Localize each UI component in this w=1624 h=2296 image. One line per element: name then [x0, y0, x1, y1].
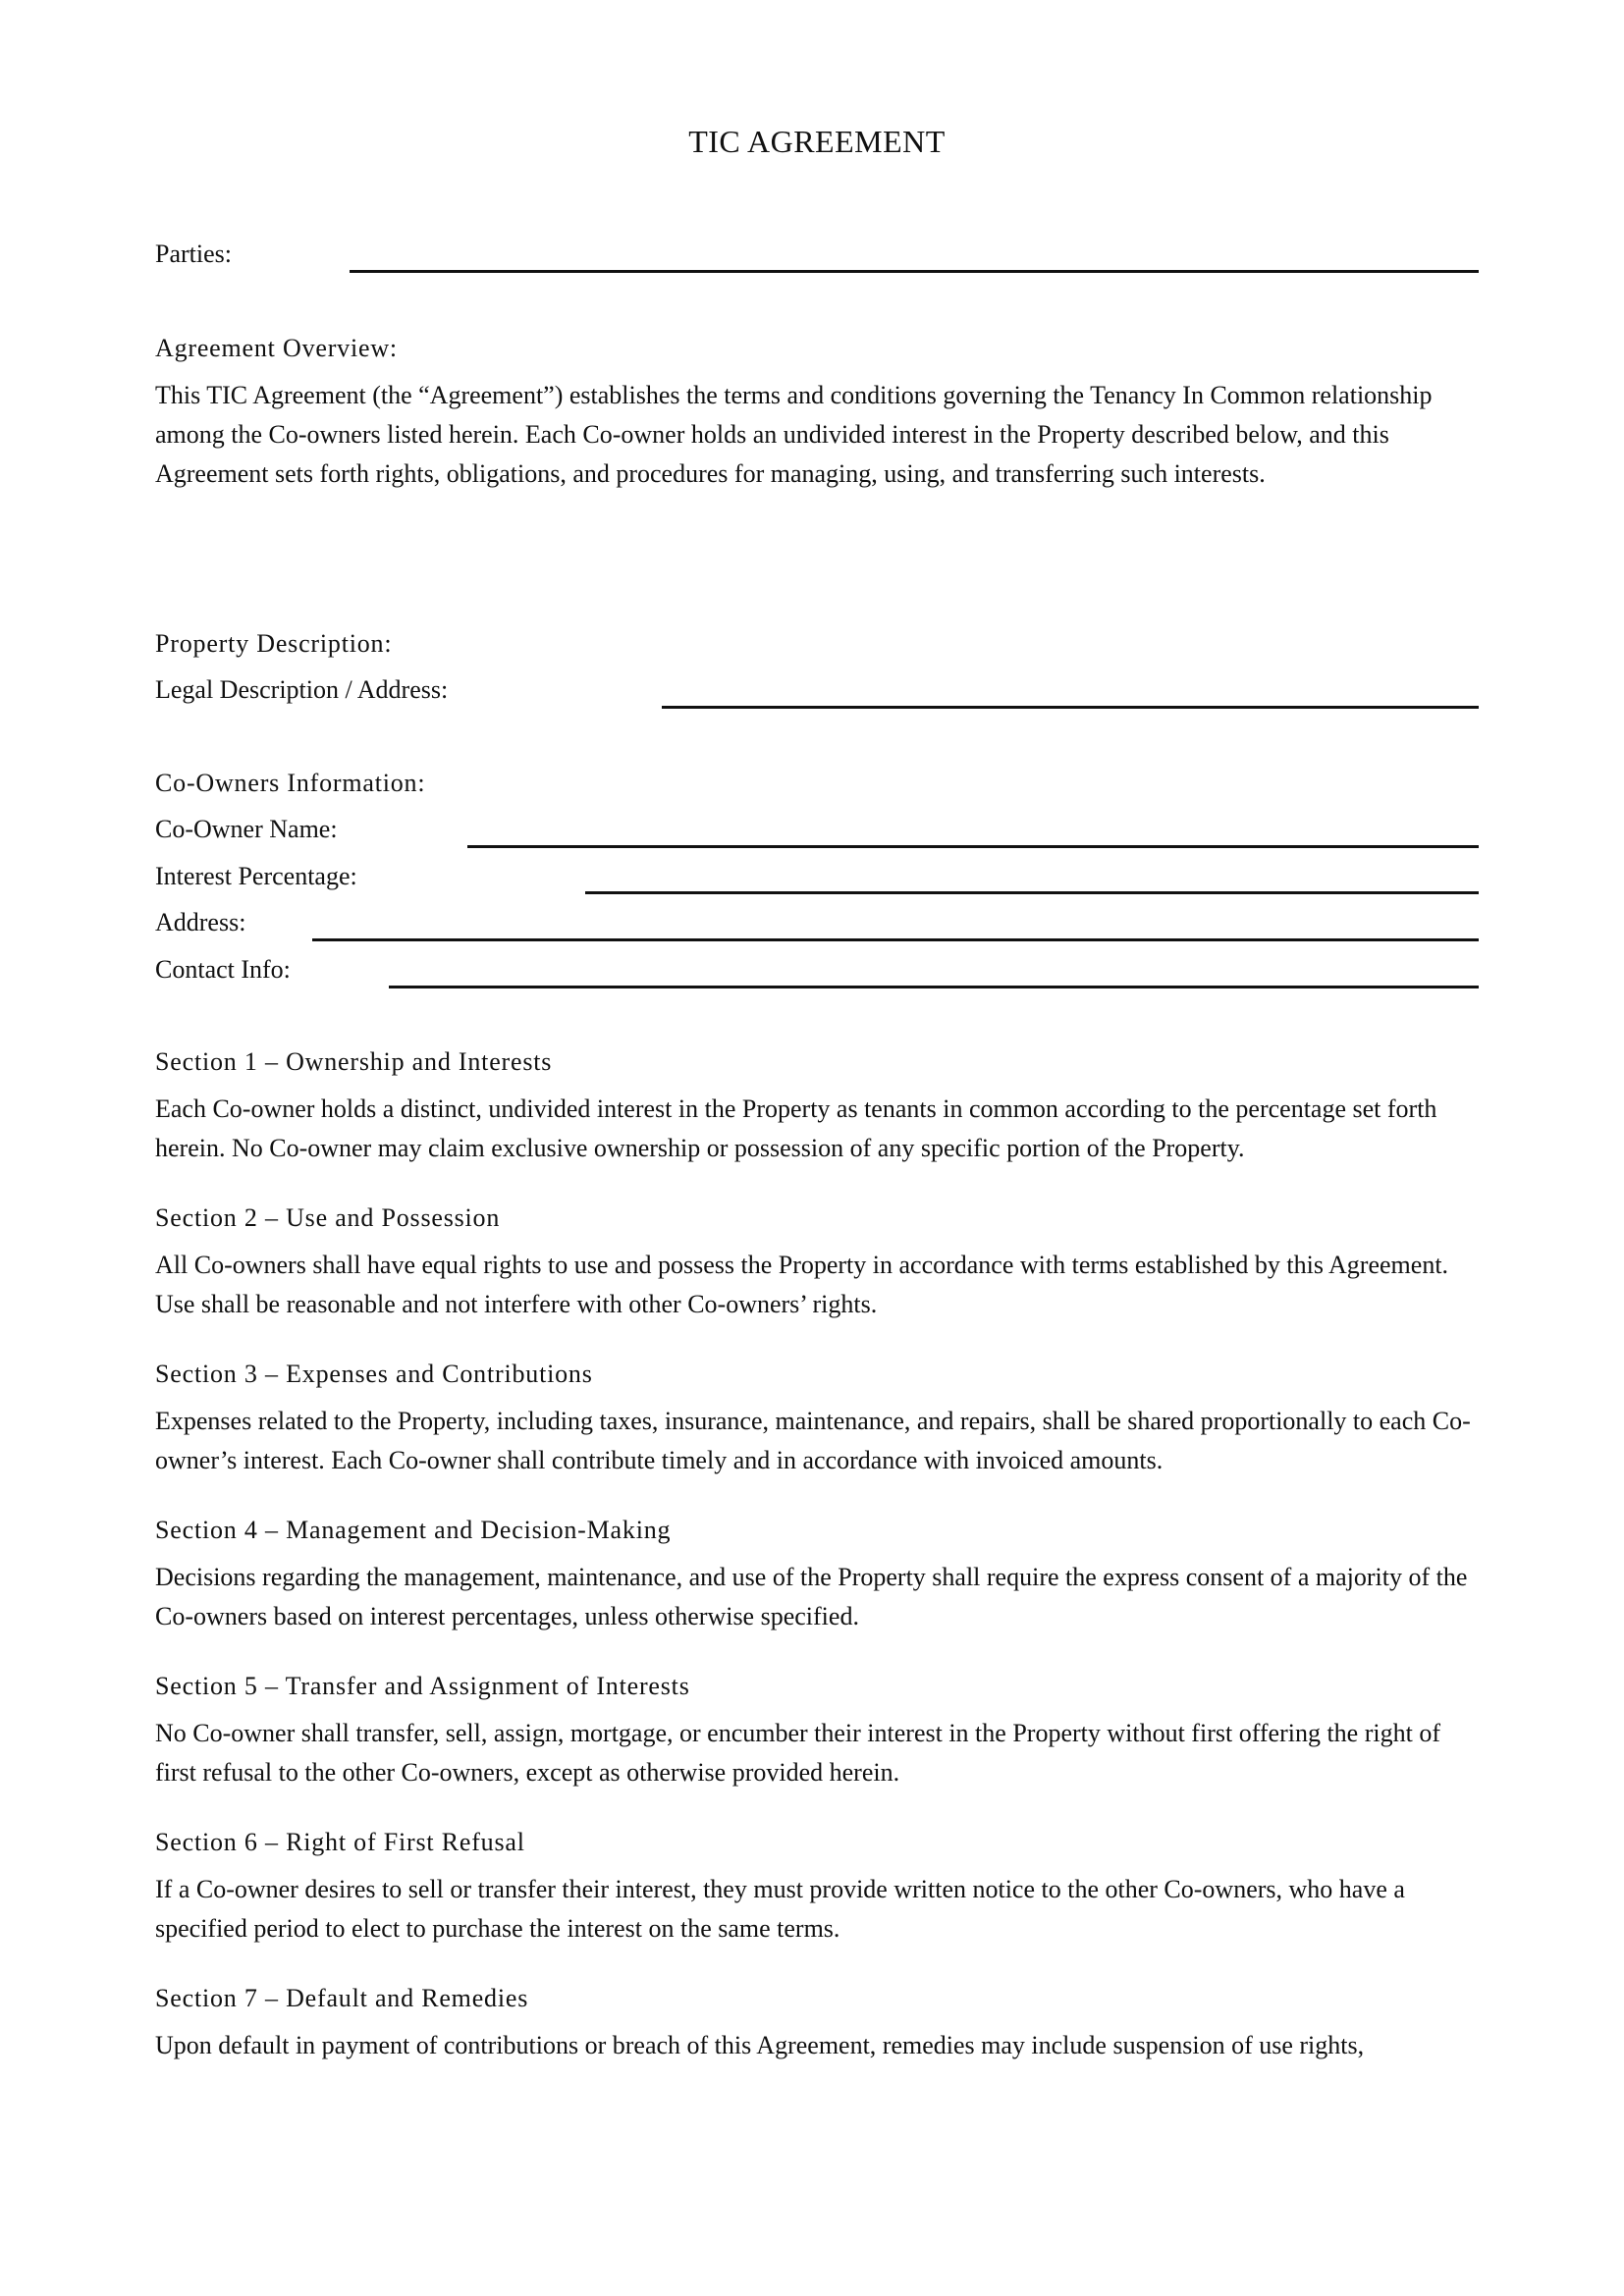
section-7-text: Upon default in payment of contributions or breach of this Agreement, remedies may include suspension of use rights,	[155, 2031, 1365, 2059]
section-4-heading: Section 4 – Management and Decision-Making	[155, 1516, 672, 1544]
address-label: Address:	[155, 908, 246, 936]
co-owner-name-label: Co-Owner Name:	[155, 815, 338, 843]
section-6-heading: Section 6 – Right of First Refusal	[155, 1828, 525, 1856]
section-7-heading: Section 7 – Default and Remedies	[155, 1984, 529, 2012]
legal-description-label: Legal Description / Address:	[155, 675, 449, 704]
section-4-text: Decisions regarding the management, maintenance, and use of the Property shall require the express consent of a majority of the Co-owners based on interest percentages, unless otherwise specified.	[155, 1563, 1468, 1630]
co-owner-name-field-line[interactable]	[467, 845, 1479, 848]
section-1-text: Each Co-owner holds a distinct, undivided interest in the Property as tenants in common according to the percentage set forth herein. No Co-owner may claim exclusive ownership or possession of any specific portion of the Property.	[155, 1095, 1437, 1162]
section-2-heading: Section 2 – Use and Possession	[155, 1203, 501, 1232]
contact-info-label: Contact Info:	[155, 955, 291, 984]
property-heading: Property Description:	[155, 629, 393, 658]
section-5-heading: Section 5 – Transfer and Assignment of Interests	[155, 1672, 690, 1700]
address-field-line[interactable]	[312, 938, 1479, 941]
section-6-text: If a Co-owner desires to sell or transfer their interest, they must provide written notice to the other Co-owners, who have a specified period to elect to purchase the interest on the same terms.	[155, 1875, 1405, 1943]
interest-percentage-label: Interest Percentage:	[155, 862, 357, 890]
section-2-text: All Co-owners shall have equal rights to use and possess the Property in accordance with terms established by this Agreement. Use shall be reasonable and not interfere with other Co-owners’ rights.	[155, 1251, 1449, 1318]
section-5-text: No Co-owner shall transfer, sell, assign, mortgage, or encumber their interest in the Property without first offering the right of first refusal to the other Co-owners, except as otherwise provided herein.	[155, 1719, 1440, 1787]
co-owners-heading: Co-Owners Information:	[155, 769, 426, 797]
interest-percentage-field-line[interactable]	[585, 891, 1479, 894]
overview-text: This TIC Agreement (the “Agreement”) establishes the terms and conditions governing the Tenancy In Common relationship among the Co-owners listed herein. Each Co-owner holds an undivided interest in the Property described below, and this Agreement sets forth rights, obligations, and procedures for managing, using, and transferring such interests.	[155, 381, 1433, 488]
contact-info-field-line[interactable]	[389, 986, 1479, 988]
document-title: TIC AGREEMENT	[688, 124, 946, 159]
section-3-heading: Section 3 – Expenses and Contributions	[155, 1360, 593, 1388]
section-3-text: Expenses related to the Property, including taxes, insurance, maintenance, and repairs, shall be shared proportionally to each Co-owner’s interest. Each Co-owner shall contribute timely and in accordance with invoiced amounts.	[155, 1407, 1471, 1474]
overview-heading: Agreement Overview:	[155, 334, 398, 362]
section-1-heading: Section 1 – Ownership and Interests	[155, 1047, 553, 1076]
parties-field-line[interactable]	[350, 270, 1479, 273]
legal-description-field-line[interactable]	[662, 706, 1479, 709]
parties-label: Parties:	[155, 240, 232, 268]
